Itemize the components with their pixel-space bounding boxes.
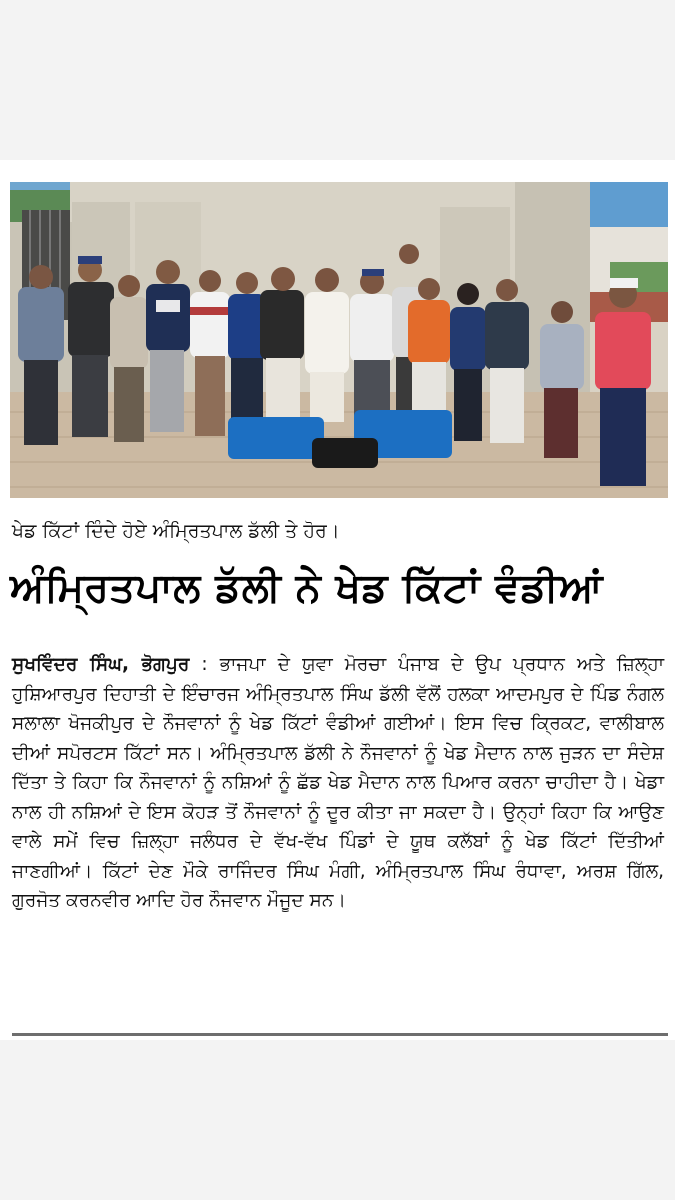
- newspaper-clipping: [0, 160, 675, 1040]
- bottom-rule: [12, 1033, 668, 1036]
- byline: ਸੁਖਵਿੰਦਰ ਸਿੰਘ, ਭੋਗਪੁਰ: [12, 654, 190, 675]
- group-photo: [10, 182, 668, 498]
- article-body: [12, 650, 664, 916]
- article-body-text: : ਭਾਜਪਾ ਦੇ ਯੁਵਾ ਮੋਰਚਾ ਪੰਜਾਬ ਦੇ ਉਪ ਪ੍ਰਧਾਨ ਅਤੇ ਜ਼ਿਲ੍ਹਾ ਹੁਸ਼ਿਆਰਪੁਰ ਦਿਹਾਤੀ ਦੇ ਇੰਚਾਰਜ ਅੰਮ੍ਰਿਤਪਾਲ ਸਿੰਘ ਡੱਲੀ ਵੱਲੋਂ ਹਲਕਾ ਆਦਮਪੁਰ ਦੇ ਪਿੰਡ ਨੰਗਲ ਸਲਾਲਾ ਖੋਜਕੀਪੁਰ ਦੇ ਨੌਜਵਾਨਾਂ ਨੂੰ ਖੇਡ ਕਿੱਟਾਂ ਵੰਡੀਆਂ ਗਈਆਂ। ਇਸ ਵਿਚ ਕ੍ਰਿਕਟ, ਵਾਲੀਬਾਲ ਦੀਆਂ ਸਪੋਰਟਸ ਕਿੱਟਾਂ ਸਨ। ਅੰਮ੍ਰਿਤਪਾਲ ਡੱਲੀ ਨੇ ਨੌਜਵਾਨਾਂ ਨੂੰ ਖੇਡ ਮੈਦਾਨ ਨਾਲ ਜੁੜਨ ਦਾ ਸੰਦੇਸ਼ ਦਿੱਤਾ ਤੇ ਕਿਹਾ ਕਿ ਨੌਜਵਾਨਾਂ ਨੂੰ ਨਸ਼ਿਆਂ ਨੂੰ ਛੱਡ ਖੇਡ ਮੈਦਾਨ ਨਾਲ ਪਿਆਰ ਕਰਨਾ ਚਾਹੀਦਾ ਹੈ। ਖੇਡਾ ਨਾਲ ਹੀ ਨਸ਼ਿਆਂ ਦੇ ਇਸ ਕੋਹੜ ਤੋਂ ਨੌਜਵਾਨਾਂ ਨੂੰ ਦੂਰ ਕੀਤਾ ਜਾ ਸਕਦਾ ਹੈ। ਉਨ੍ਹਾਂ ਕਿਹਾ ਕਿ ਆਉਣ ਵਾਲੇ ਸਮੇਂ ਵਿਚ ਜ਼ਿਲ੍ਹਾ ਜਲੰਧਰ ਦੇ ਵੱਖ-ਵੱਖ ਪਿੰਡਾਂ ਦੇ ਯੂਥ ਕਲੱਬਾਂ ਨੂੰ ਖੇਡ ਕਿੱਟਾਂ ਦਿੱਤੀਆਂ ਜਾਣਗੀਆਂ। ਕਿੱਟਾਂ ਦੇਣ ਮੌਕੇ ਰਾਜਿੰਦਰ ਸਿੰਘ ਮੰਗੀ, ਅੰਮ੍ਰਿਤਪਾਲ ਸਿੰਘ ਰੰਧਾਵਾ, ਅਰਸ਼ ਗਿੱਲ, ਗੁਰਜੋਤ ਕਰਨਵੀਰ ਆਦਿ ਹੋਰ ਨੌਜਵਾਨ ਮੌਜੂਦ ਸਨ।: [12, 654, 664, 911]
- photo-caption: ਖੇਡ ਕਿੱਟਾਂ ਦਿੰਦੇ ਹੋਏ ਅੰਮ੍ਰਿਤਪਾਲ ਡੱਲੀ ਤੇ ਹੋਰ।: [12, 520, 340, 542]
- bottom-margin: [0, 1040, 675, 1200]
- top-margin: [0, 0, 675, 160]
- article-headline: ਅੰਮ੍ਰਿਤਪਾਲ ਡੱਲੀ ਨੇ ਖੇਡ ਕਿੱਟਾਂ ਵੰਡੀਆਂ: [10, 565, 604, 611]
